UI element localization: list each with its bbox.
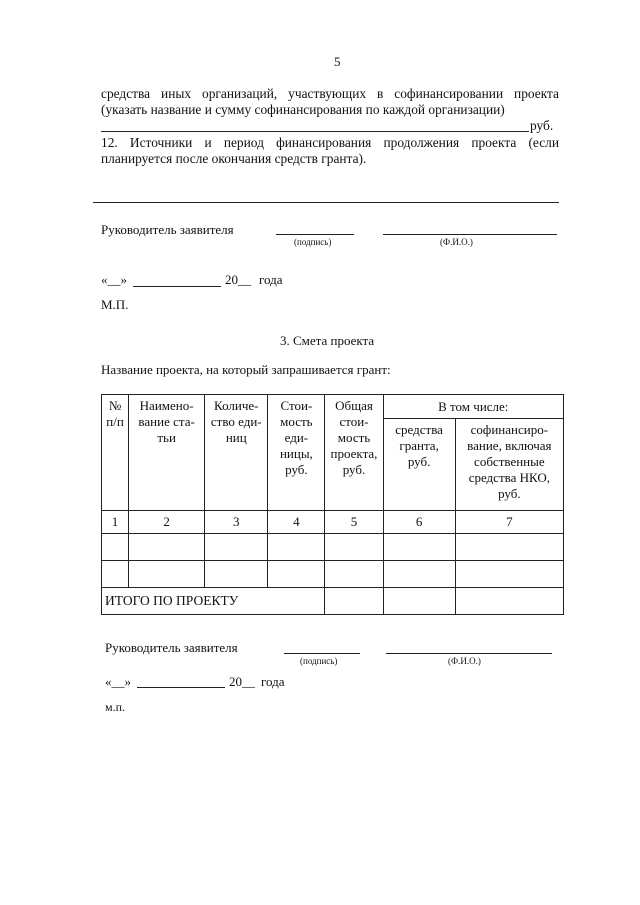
table-cell[interactable] <box>268 561 325 588</box>
column-number: 5 <box>325 511 383 534</box>
table-cell[interactable] <box>455 534 563 561</box>
total-row <box>102 588 564 615</box>
date-month-line-2 <box>137 687 225 688</box>
date-day: «__» <box>101 272 127 287</box>
currency-label: руб. <box>530 118 554 133</box>
total-cell[interactable] <box>455 588 563 615</box>
table-cell[interactable] <box>268 534 325 561</box>
date-year-suffix-2: года <box>261 674 285 689</box>
stamp-label: М.П. <box>101 297 129 312</box>
table-cell[interactable] <box>102 561 129 588</box>
date-month-line <box>133 286 221 287</box>
date-year: 20__ <box>225 272 251 287</box>
table-cell[interactable] <box>325 534 383 561</box>
header-item-name: Наимено- вание ста- тьи <box>129 395 205 511</box>
table-cell[interactable] <box>383 561 455 588</box>
section-title: 3. Смета проекта <box>280 333 375 348</box>
stamp-label-2: м.п. <box>105 700 126 714</box>
date-year-2: 20__ <box>229 674 255 689</box>
header-including: В том числе: <box>383 395 563 419</box>
column-number: 3 <box>205 511 268 534</box>
estimate-table <box>101 394 564 615</box>
table-cell[interactable] <box>325 561 383 588</box>
applicant-head-label-2: Руководитель заявителя <box>105 640 238 655</box>
column-number: 1 <box>102 511 129 534</box>
name-line-2 <box>386 653 552 654</box>
table-cell[interactable] <box>129 534 205 561</box>
signature-line <box>276 234 354 235</box>
total-row-label: ИТОГО ПО ПРОЕКТУ <box>102 588 325 615</box>
header-total-cost: Общая стои- мость проекта, руб. <box>325 395 383 511</box>
header-quantity: Количе- ство еди- ниц <box>205 395 268 511</box>
cofinancing-fill-line <box>101 131 529 132</box>
project-name-label: Название проекта, на который запрашивается грант: <box>101 362 391 377</box>
table-cell[interactable] <box>205 534 268 561</box>
table-row <box>102 534 564 561</box>
column-number: 7 <box>455 511 563 534</box>
header-unit-cost: Стои- мость еди- ницы, руб. <box>268 395 325 511</box>
signature-hint: (подпись) <box>294 237 332 247</box>
table-cell[interactable] <box>102 534 129 561</box>
date-day-2: «__» <box>105 674 131 689</box>
table-cell[interactable] <box>205 561 268 588</box>
applicant-head-label: Руководитель заявителя <box>101 222 234 237</box>
item12-fill-line <box>93 202 559 203</box>
name-line <box>383 234 557 235</box>
column-number: 4 <box>268 511 325 534</box>
page-number: 5 <box>334 54 341 69</box>
column-number: 2 <box>129 511 205 534</box>
date-year-suffix: года <box>259 272 283 287</box>
table-cell[interactable] <box>455 561 563 588</box>
header-grant: средства гранта, руб. <box>383 419 455 511</box>
column-number: 6 <box>383 511 455 534</box>
item12-line1: 12. Источники и период финансирования продолжения проекта (если <box>101 135 559 150</box>
table-cell[interactable] <box>129 561 205 588</box>
total-cell[interactable] <box>383 588 455 615</box>
total-cell[interactable] <box>325 588 383 615</box>
name-hint-2: (Ф.И.О.) <box>448 656 481 666</box>
name-hint: (Ф.И.О.) <box>440 237 473 247</box>
signature-hint-2: (подпись) <box>300 656 338 666</box>
table-cell[interactable] <box>383 534 455 561</box>
cofinancing-text-line2: (указать название и сумму софинансирования по каждой организации) <box>101 102 505 117</box>
table-row <box>102 561 564 588</box>
item12-line2: планируется после окончания средств гранта). <box>101 151 367 166</box>
cofinancing-text-line1: средства иных организаций, участвующих в софинансировании проекта <box>101 86 559 101</box>
header-num: № п/п <box>102 395 129 511</box>
header-cofinancing: софинансиро- вание, включая собственные средства НКО, руб. <box>455 419 563 511</box>
signature-line-2 <box>284 653 360 654</box>
column-number-row <box>102 511 564 534</box>
